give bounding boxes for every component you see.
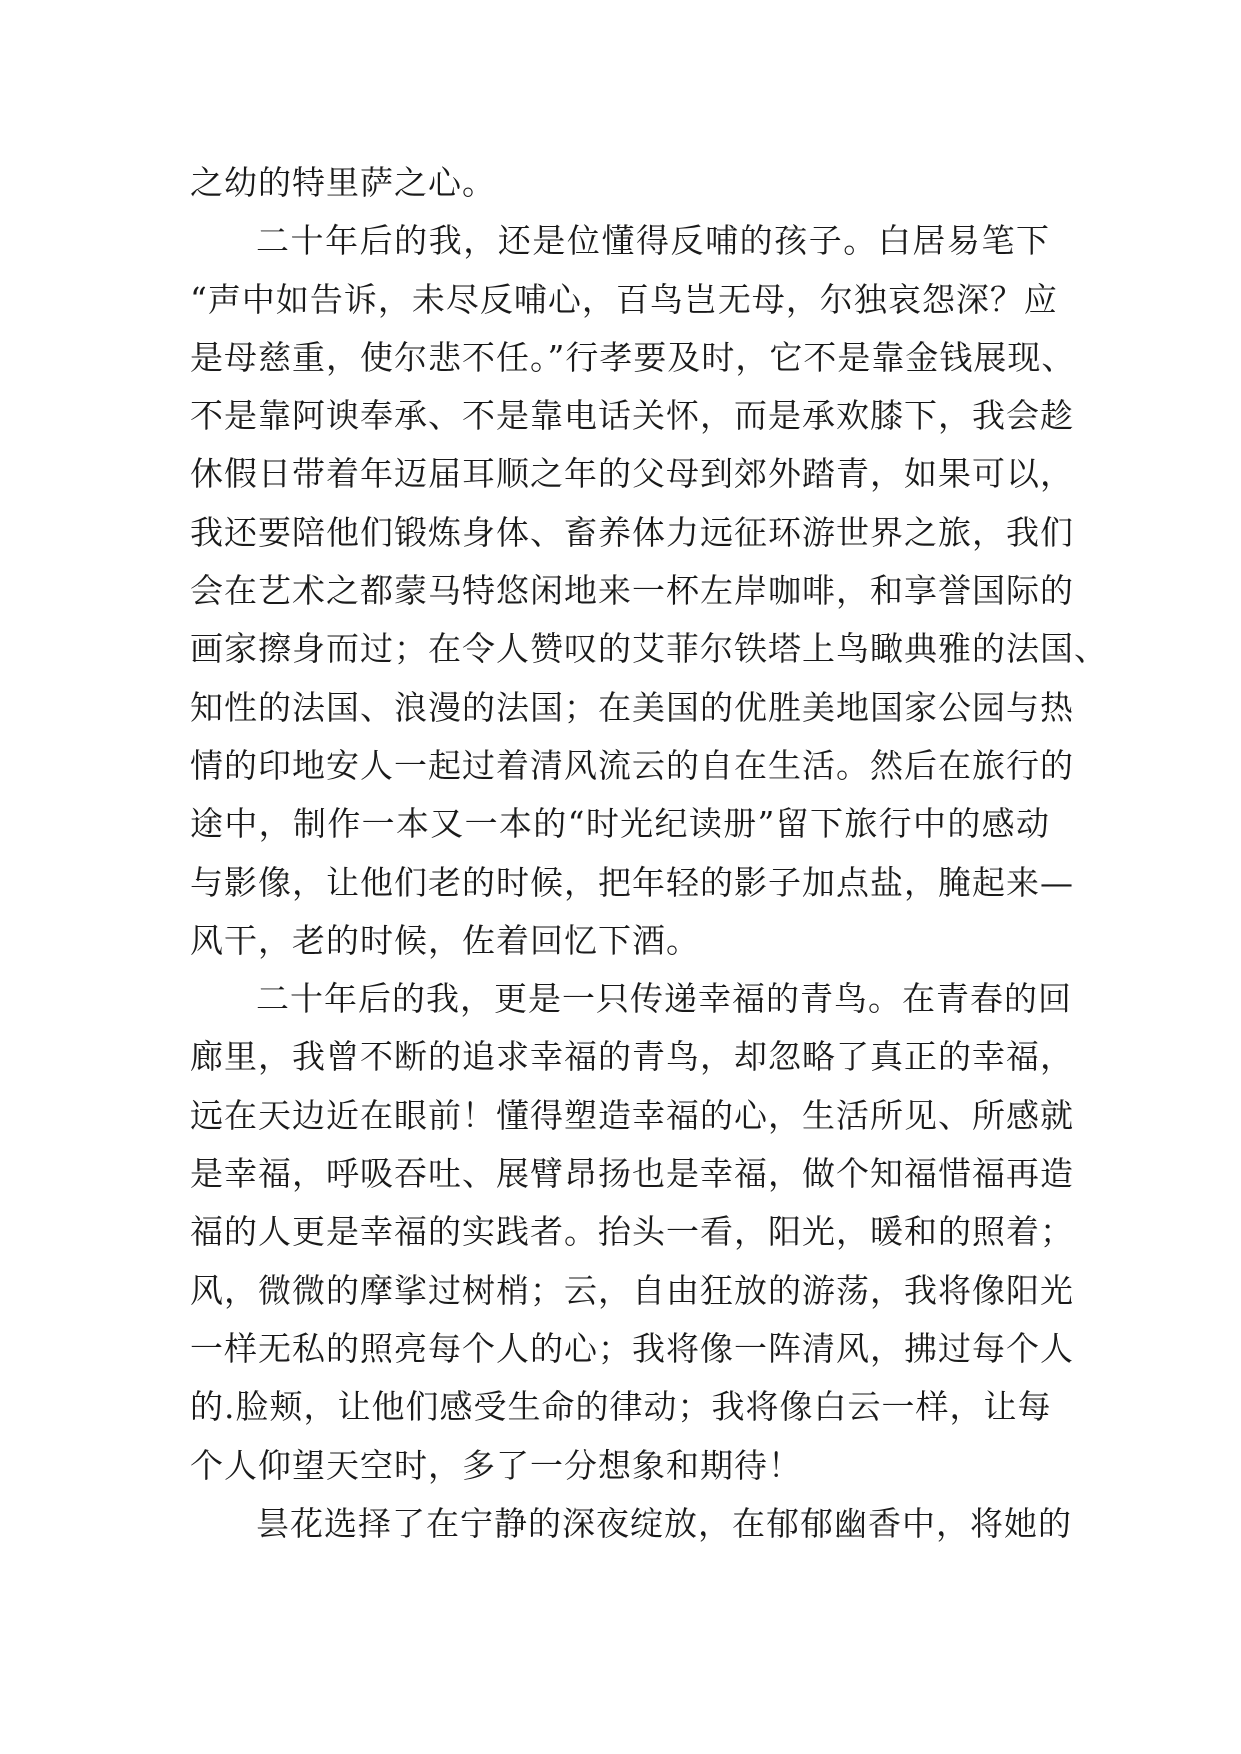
body-text (190, 154, 1108, 1553)
text-line: 个人仰望天空时，多了一分想象和期待！ (190, 1445, 802, 1485)
text-line: 二十年后的我，还是位懂得反哺的孩子。白居易笔下 (256, 221, 1050, 261)
text-line: 不是靠阿谀奉承、不是靠电话关怀，而是承欢膝下，我会趁 (190, 396, 1074, 436)
text-line: 途中，制作一本又一本的“时光纪读册”留下旅行中的感动 (190, 804, 1050, 844)
text-line: 之幼的特里萨之心。 (190, 163, 496, 202)
text-line: 风干，老的时候，佐着回忆下酒。 (190, 920, 700, 960)
text-line: 是幸福，呼吸吞吐、展臂昂扬也是幸福，做个知福惜福再造 (190, 1154, 1074, 1194)
text-line: 昙花选择了在宁静的深夜绽放，在郁郁幽香中，将她的 (256, 1503, 1072, 1543)
text-line: “声中如告诉，未尽反哺心，百鸟岂无母，尔独哀怨深？应 (190, 279, 1058, 319)
text-line: 情的印地安人一起过着清风流云的自在生活。然后在旅行的 (190, 745, 1074, 785)
text-line: 的.脸颊，让他们感受生命的律动；我将像白云一样，让每 (190, 1387, 1052, 1427)
text-line: 与影像，让他们老的时候，把年轻的影子加点盐，腌起来— (190, 862, 1074, 902)
text-line: 休假日带着年迈届耳顺之年的父母到郊外踏青，如果可以， (190, 454, 1074, 494)
text-line: 我还要陪他们锻炼身体、畜养体力远征环游世界之旅，我们 (190, 512, 1074, 552)
text-line: 画家擦身而过；在令人赞叹的艾菲尔铁塔上鸟瞰典雅的法国、 (190, 629, 1108, 669)
text-line: 廊里，我曾不断的追求幸福的青鸟，却忽略了真正的幸福， (190, 1037, 1074, 1077)
text-line: 二十年后的我，更是一只传递幸福的青鸟。在青春的回 (256, 979, 1072, 1019)
text-line: 是母慈重，使尔悲不任。”行孝要及时，它不是靠金钱展现、 (190, 337, 1076, 377)
text-line: 一样无私的照亮每个人的心；我将像一阵清风，拂过每个人 (190, 1328, 1074, 1368)
text-line: 会在艺术之都蒙马特悠闲地来一杯左岸咖啡，和享誉国际的 (190, 571, 1074, 611)
text-line: 知性的法国、浪漫的法国；在美国的优胜美地国家公园与热 (190, 687, 1074, 727)
text-line: 远在天边近在眼前！懂得塑造幸福的心，生活所见、所感就 (190, 1095, 1074, 1135)
text-line: 风，微微的摩挲过树梢；云，自由狂放的游荡，我将像阳光 (190, 1270, 1074, 1310)
text-line: 福的人更是幸福的实践者。抬头一看，阳光，暖和的照着； (190, 1212, 1074, 1252)
